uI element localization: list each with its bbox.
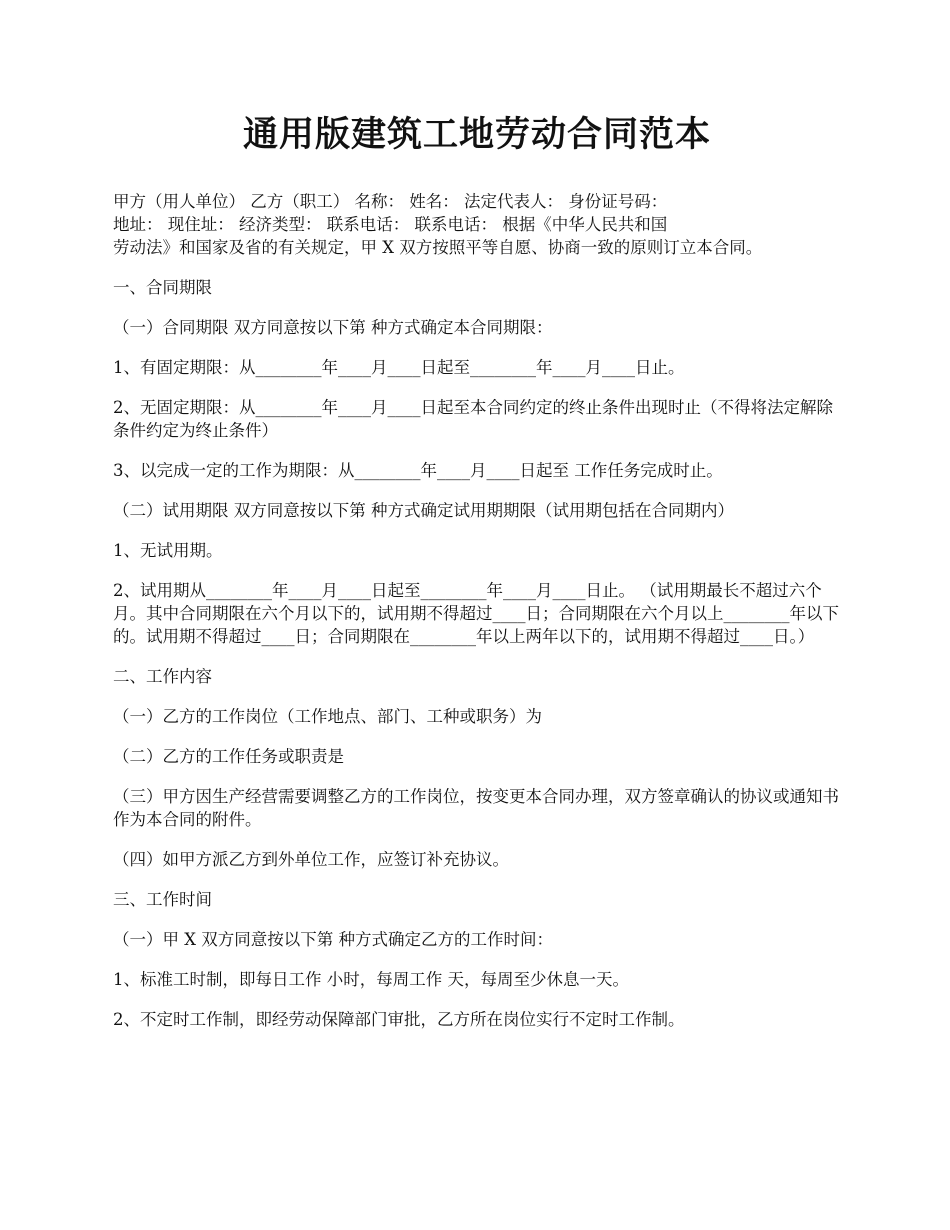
clause-position-adjustment: （三）甲方因生产经营需要调整乙方的工作岗位，按变更本合同办理，双方签章确认的协议或通知书作为本合同的附件。 (113, 787, 839, 829)
clause-external-assignment: （四）如甲方派乙方到外单位工作，应签订补充协议。 (113, 850, 509, 869)
clause-flexible-hours: 2、不定时工作制，即经劳动保障部门审批，乙方所在岗位实行不定时工作制。 (113, 1010, 685, 1029)
intro-line-3: 劳动法》和国家及省的有关规定，甲 X 双方按照平等自愿、协商一致的原则订立本合同。 (113, 238, 763, 257)
clause-work-duties: （二）乙方的工作任务或职责是 (113, 747, 344, 766)
intro-line-2: 地址： 现住址： 经济类型： 联系电话： 联系电话： 根据《中华人民共和国 (113, 215, 668, 234)
clause-probation-period: 2、试用期从________年____月____日起至________年____月____日止。 （试用期最长不超过六个月。其中合同期限在六个月以下的，试用期不得超过____日；合同期限在六个月以上________年以下的。试用期不得超过____日；合同期限在________年以上两年以下的，试用期不得超过____日。） (113, 581, 839, 646)
document-title: 通用版建筑工地劳动合同范本 (242, 114, 711, 155)
intro-line-1: 甲方（用人单位） 乙方（职工） 名称： 姓名： 法定代表人： 身份证号码： (113, 192, 668, 211)
section-heading-work-time: 三、工作时间 (113, 890, 212, 909)
section-heading-term: 一、合同期限 (113, 278, 212, 297)
clause-fixed-term: 1、有固定期限：从________年____月____日起至________年____月____日止。 (113, 358, 685, 377)
section-heading-work-content: 二、工作内容 (113, 667, 212, 686)
clause-work-time-method: （一）甲 X 双方同意按以下第 种方式确定乙方的工作时间： (113, 930, 553, 949)
clause-standard-hours: 1、标准工时制，即每日工作 小时，每周工作 天，每周至少休息一天。 (113, 970, 629, 989)
clause-task-term: 3、以完成一定的工作为期限：从________年____月____日起至 工作任务完成时止。 (113, 461, 723, 480)
clause-open-term: 2、无固定期限：从________年____月____日起至本合同约定的终止条件出现时止（不得将法定解除条件约定为终止条件） (113, 398, 833, 440)
document-page (113, 110, 841, 1031)
clause-probation-term: （二）试用期限 双方同意按以下第 种方式确定试用期期限（试用期包括在合同期内） (113, 501, 734, 520)
clause-work-position: （一）乙方的工作岗位（工作地点、部门、工种或职务）为 (113, 707, 542, 726)
clause-contract-term: （一）合同期限 双方同意按以下第 种方式确定本合同期限： (113, 318, 553, 337)
clause-no-probation: 1、无试用期。 (113, 541, 223, 560)
